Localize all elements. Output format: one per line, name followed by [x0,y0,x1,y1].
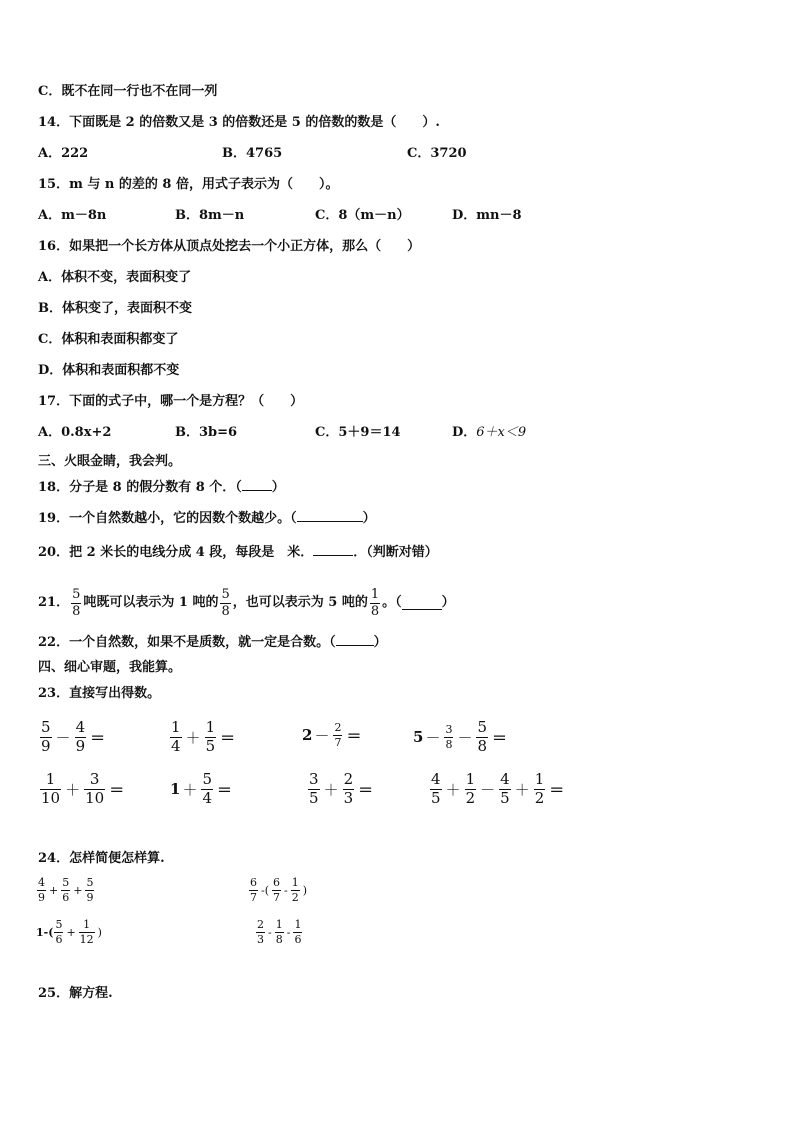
q17-option-d-expression: 6＋x＜9 [476,425,527,440]
question-16: 16．如果把一个长方体从顶点处挖去一个小正方体，那么（ ） [38,239,421,254]
section-3-heading: 三、火眼金睛，我会判。 [38,454,182,469]
q19-close: ） [362,511,376,526]
q21-answer-blank[interactable] [402,597,442,610]
calc-23-r1c3: 2 － $\frac{2}{7}$ ＝ [302,721,362,749]
question-15: 15．m 与 n 的差的 8 倍，用式子表示为（ ）。 [38,177,339,192]
q18-answer-blank[interactable] [242,478,272,491]
q21-text-1: 吨既可以表示为 1 吨的 [83,595,219,611]
q17-option-d-label: D． [452,425,477,440]
q14-option-a: A．222 [38,146,89,161]
q21-fraction-3: $\frac{1}{8}$ [370,587,380,619]
q21-text-3: 。（ [382,595,402,611]
question-20 [38,543,438,562]
q17-option-b: B．3b=6 [175,425,238,440]
q18-text: 18．分子是 8 的假分数有 8 个．（ [38,480,242,495]
q20-text: 20．把 2 米长的电线分成 4 段，每段是 米． [38,545,314,560]
q15-option-c: C．8（m－n） [315,208,410,223]
q16-option-a: A．体积不变，表面积变了 [38,270,192,285]
q19-answer-blank[interactable] [297,509,363,522]
q22-text: 22．一个自然数，如果不是质数，就一定是合数。（ [38,635,336,650]
question-17: 17．下面的式子中，哪一个是方程？（ ） [38,394,304,409]
question-22 [38,633,387,652]
question-18 [38,478,285,497]
calc-23-r1c1: $\frac{5}{9}$ － $\frac{4}{9}$ ＝ [41,718,106,755]
q20-answer-blank[interactable] [313,543,353,556]
calc-24-e4: $\frac{2}{3}$ - $\frac{1}{8}$ - $\frac{1}{6}$ [257,918,302,946]
q22-close: ） [373,635,387,650]
question-19 [38,509,376,528]
q21-number: 21． [38,595,70,611]
section-4-heading: 四、细心审题，我能算。 [38,660,182,675]
question-21 [38,588,455,618]
calc-23-r2c2: 1 ＋ $\frac{5}{4}$ ＝ [170,770,233,807]
question-24: 24．怎样简便怎样算. [38,851,165,866]
q21-close: ） [441,595,455,611]
q16-option-c: C．体积和表面积都变了 [38,332,179,347]
calc-24-e2: $\frac{6}{7}$ -( $\frac{6}{7}$ - $\frac{1}{2}$ ) [250,876,308,904]
q21-text-2: ，也可以表示为 5 吨的 [232,595,368,611]
question-25: 25．解方程. [38,986,113,1001]
option-c-previous: C．既不在同一行也不在同一列 [38,84,218,99]
q14-option-c: C．3720 [407,146,467,161]
calc-24-e3: 1-( $\frac{5}{6}$ + $\frac{1}{12}$ ) [36,918,102,946]
calc-24-e1: $\frac{4}{9}$ + $\frac{5}{6}$ + $\frac{5}{9}$ [38,876,94,904]
q21-fraction-1: $\frac{5}{8}$ [72,587,81,619]
calc-23-r1c4: 5 － $\frac{3}{8}$ － $\frac{5}{8}$ ＝ [413,718,508,755]
q20-close: ．（判断对错） [353,545,438,560]
q14-option-b: B．4765 [222,146,283,161]
calc-23-r2c3: $\frac{3}{5}$ ＋ $\frac{2}{3}$ ＝ [309,770,374,807]
calc-23-r2c4: $\frac{4}{5}$ ＋ $\frac{1}{2}$ － $\frac{4}{5}$ ＋ $\frac{1}{2}$ ＝ [431,770,565,807]
q17-option-a: A．0.8x+2 [38,425,112,440]
q16-option-b: B．体积变了，表面积不变 [38,301,192,316]
q15-option-b: B．8m－n [175,208,245,223]
q22-answer-blank[interactable] [336,633,374,646]
question-23: 23．直接写出得数。 [38,686,161,701]
q15-option-d: D．mn－8 [452,208,522,223]
q18-close: ） [271,480,285,495]
q15-option-a: A．m－8n [38,208,107,223]
q21-fraction-2: $\frac{5}{8}$ [221,587,230,619]
q17-option-c: C．5＋9＝14 [315,425,401,440]
q16-option-d: D．体积和表面积都不变 [38,363,180,378]
question-14: 14．下面既是 2 的倍数又是 3 的倍数还是 5 的倍数的数是（ ）. [38,115,440,130]
q17-option-d [452,424,526,442]
calc-23-r1c2: $\frac{1}{4}$ ＋ $\frac{1}{5}$ ＝ [171,718,236,755]
q19-text: 19．一个自然数越小，它的因数个数越少。（ [38,511,297,526]
calc-23-r2c1: $\frac{1}{10}$ ＋ $\frac{3}{10}$ ＝ [41,770,125,807]
